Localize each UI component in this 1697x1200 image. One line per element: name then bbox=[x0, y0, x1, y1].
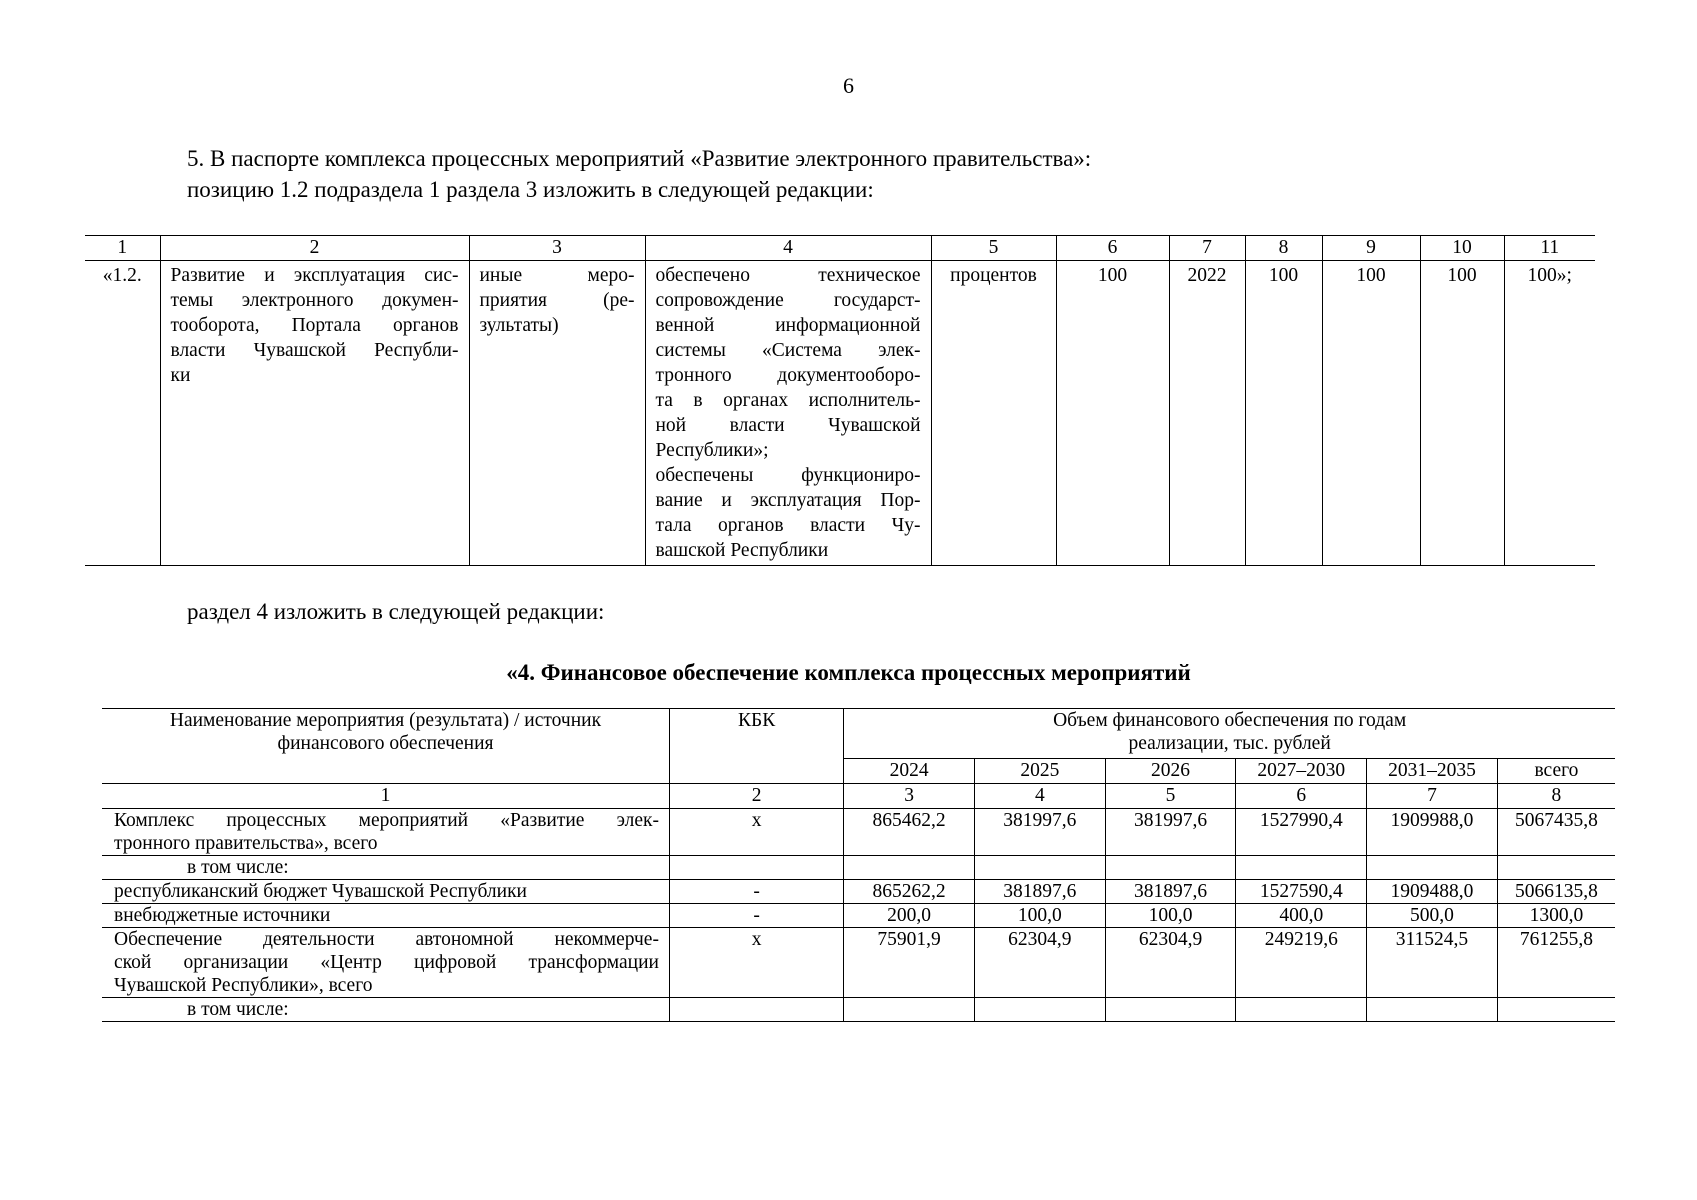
table-row bbox=[102, 904, 1615, 928]
row-name-line: ской организации «Центр цифровой трансформации bbox=[114, 952, 659, 973]
table-row bbox=[102, 998, 1615, 1022]
col-number: 8 bbox=[1497, 784, 1615, 809]
result-line: обеспечено техническое bbox=[655, 265, 921, 286]
table1-header-cell: 9 bbox=[1322, 236, 1420, 261]
row-kbk: х bbox=[669, 809, 843, 856]
row-value: 865262,2 bbox=[844, 880, 975, 904]
table1-header-cell: 5 bbox=[931, 236, 1056, 261]
row-value: 62304,9 bbox=[974, 928, 1105, 998]
col-number: 7 bbox=[1367, 784, 1498, 809]
row-name-line: Обеспечение деятельности автономной некоммерче- bbox=[114, 929, 659, 950]
row-name: в том числе: bbox=[102, 856, 669, 880]
col-number: 5 bbox=[1105, 784, 1236, 809]
row-kbk: - bbox=[669, 904, 843, 928]
row-value: 381897,6 bbox=[974, 880, 1105, 904]
col-number: 2 bbox=[669, 784, 843, 809]
row-value bbox=[1236, 998, 1367, 1022]
header-volume bbox=[844, 709, 1615, 759]
row-value bbox=[1105, 998, 1236, 1022]
indicator-table bbox=[85, 235, 1595, 566]
table1-header-row bbox=[85, 236, 1595, 261]
row-value: 500,0 bbox=[1367, 904, 1498, 928]
header-name-line: Наименование мероприятия (результата) / источник bbox=[169, 710, 602, 731]
header-volume-line: реализации, тыс. рублей bbox=[1128, 733, 1331, 754]
row-value bbox=[1497, 998, 1615, 1022]
header-name-line: финансового обеспечения bbox=[277, 733, 494, 754]
row-value: 200,0 bbox=[844, 904, 975, 928]
name-line: ки bbox=[170, 365, 191, 386]
year-cell: 2031–2035 bbox=[1367, 759, 1498, 784]
row-value: 1909988,0 bbox=[1367, 809, 1498, 856]
table-row bbox=[102, 880, 1615, 904]
row-kbk bbox=[669, 998, 843, 1022]
row-value: 311524,5 bbox=[1367, 928, 1498, 998]
row-kbk bbox=[669, 856, 843, 880]
col-number: 3 bbox=[844, 784, 975, 809]
table2-colnum-row bbox=[102, 784, 1615, 809]
value-cell: 100»; bbox=[1504, 261, 1595, 566]
row-kbk: - bbox=[669, 880, 843, 904]
table-row bbox=[102, 928, 1615, 998]
result-line: тала органов власти Чу- bbox=[655, 515, 921, 536]
result-line: венной информационной bbox=[655, 315, 921, 336]
type-line: зультаты) bbox=[479, 315, 559, 336]
row-value: 400,0 bbox=[1236, 904, 1367, 928]
row-value: 5066135,8 bbox=[1497, 880, 1615, 904]
row-value bbox=[844, 998, 975, 1022]
table1-row bbox=[85, 261, 1595, 566]
row-value: 381897,6 bbox=[1105, 880, 1236, 904]
row-value bbox=[1367, 856, 1498, 880]
header-volume-line: Объем финансового обеспечения по годам bbox=[1053, 710, 1407, 731]
financing-table bbox=[102, 708, 1615, 1022]
year-cell: 2025 bbox=[974, 759, 1105, 784]
result-line: Республики»; bbox=[655, 440, 769, 461]
result-line: вание и эксплуатация Пор- bbox=[655, 490, 921, 511]
table1-header-cell: 4 bbox=[645, 236, 931, 261]
row-kbk: х bbox=[669, 928, 843, 998]
page-number: 6 bbox=[843, 73, 854, 98]
row-name bbox=[102, 928, 669, 998]
row-value: 1527590,4 bbox=[1236, 880, 1367, 904]
value-cell: 100 bbox=[1322, 261, 1420, 566]
row-value: 1909488,0 bbox=[1367, 880, 1498, 904]
type-line: приятия (ре- bbox=[479, 290, 635, 311]
row-name-line: Чувашской Республики», всего bbox=[114, 975, 373, 996]
row-name: республиканский бюджет Чувашской Республики bbox=[102, 880, 669, 904]
row-value bbox=[1497, 856, 1615, 880]
base-year: 2022 bbox=[1169, 261, 1245, 566]
type-line: иные меро- bbox=[479, 265, 635, 286]
base-value: 100 bbox=[1056, 261, 1169, 566]
row-value bbox=[974, 856, 1105, 880]
row-value bbox=[844, 856, 975, 880]
name-line: власти Чувашской Республи- bbox=[170, 340, 459, 361]
row-value bbox=[1367, 998, 1498, 1022]
year-cell: всего bbox=[1497, 759, 1615, 784]
result-line: вашской Республики bbox=[655, 540, 829, 561]
row-value: 249219,6 bbox=[1236, 928, 1367, 998]
row-value: 1527990,4 bbox=[1236, 809, 1367, 856]
row-number: «1.2. bbox=[85, 261, 160, 566]
table1-header-cell: 11 bbox=[1504, 236, 1595, 261]
row-value: 381997,6 bbox=[1105, 809, 1236, 856]
result-line: сопровождение государст- bbox=[655, 290, 921, 311]
value-cell: 100 bbox=[1245, 261, 1322, 566]
header-name bbox=[102, 709, 669, 784]
table1-header-cell: 8 bbox=[1245, 236, 1322, 261]
unit: процентов bbox=[931, 261, 1056, 566]
name-line: Развитие и эксплуатация сис- bbox=[170, 265, 459, 286]
section4-heading: «4. Финансовое обеспечение комплекса процессных мероприятий bbox=[506, 660, 1191, 685]
row-value: 865462,2 bbox=[844, 809, 975, 856]
result-line: ной власти Чувашской bbox=[655, 415, 921, 436]
result-line: та в органах исполнитель- bbox=[655, 390, 921, 411]
col-number: 4 bbox=[974, 784, 1105, 809]
result-line: системы «Система элек- bbox=[655, 340, 921, 361]
row-name-line: Комплекс процессных мероприятий «Развитие элек- bbox=[114, 810, 659, 831]
year-cell: 2026 bbox=[1105, 759, 1236, 784]
measure-type bbox=[469, 261, 645, 566]
value-cell: 100 bbox=[1420, 261, 1504, 566]
table1-header-cell: 2 bbox=[160, 236, 469, 261]
row-value: 62304,9 bbox=[1105, 928, 1236, 998]
header-kbk: КБК bbox=[669, 709, 843, 784]
table1-header-cell: 1 bbox=[85, 236, 160, 261]
row-value bbox=[974, 998, 1105, 1022]
row-value bbox=[1105, 856, 1236, 880]
table-row bbox=[102, 856, 1615, 880]
intro-line-1: 5. В паспорте комплекса процессных мероприятий «Развитие электронного правительства»: bbox=[187, 146, 1092, 171]
result-line: обеспечены функциониро- bbox=[655, 465, 921, 486]
section4-intro: раздел 4 изложить в следующей редакции: bbox=[187, 599, 605, 624]
year-cell: 2027–2030 bbox=[1236, 759, 1367, 784]
measure-result bbox=[645, 261, 931, 566]
row-name: внебюджетные источники bbox=[102, 904, 669, 928]
table1-header-cell: 7 bbox=[1169, 236, 1245, 261]
row-name: в том числе: bbox=[102, 998, 669, 1022]
table-row bbox=[102, 809, 1615, 856]
row-value: 5067435,8 bbox=[1497, 809, 1615, 856]
intro-line-2: позицию 1.2 подраздела 1 раздела 3 изложить в следующей редакции: bbox=[187, 177, 874, 202]
result-line: тронного документооборо- bbox=[655, 365, 921, 386]
table1-header-cell: 3 bbox=[469, 236, 645, 261]
year-cell: 2024 bbox=[844, 759, 975, 784]
name-line: темы электронного докумен- bbox=[170, 290, 459, 311]
table1-header-cell: 6 bbox=[1056, 236, 1169, 261]
row-value bbox=[1236, 856, 1367, 880]
row-value: 381997,6 bbox=[974, 809, 1105, 856]
col-number: 6 bbox=[1236, 784, 1367, 809]
row-value: 100,0 bbox=[1105, 904, 1236, 928]
col-number: 1 bbox=[102, 784, 669, 809]
row-value: 1300,0 bbox=[1497, 904, 1615, 928]
measure-name bbox=[160, 261, 469, 566]
table2-header-row bbox=[102, 709, 1615, 759]
row-value: 75901,9 bbox=[844, 928, 975, 998]
row-value: 761255,8 bbox=[1497, 928, 1615, 998]
row-name-line: тронного правительства», всего bbox=[114, 833, 378, 854]
row-name bbox=[102, 809, 669, 856]
row-value: 100,0 bbox=[974, 904, 1105, 928]
table1-header-cell: 10 bbox=[1420, 236, 1504, 261]
name-line: тооборота, Портала органов bbox=[170, 315, 459, 336]
